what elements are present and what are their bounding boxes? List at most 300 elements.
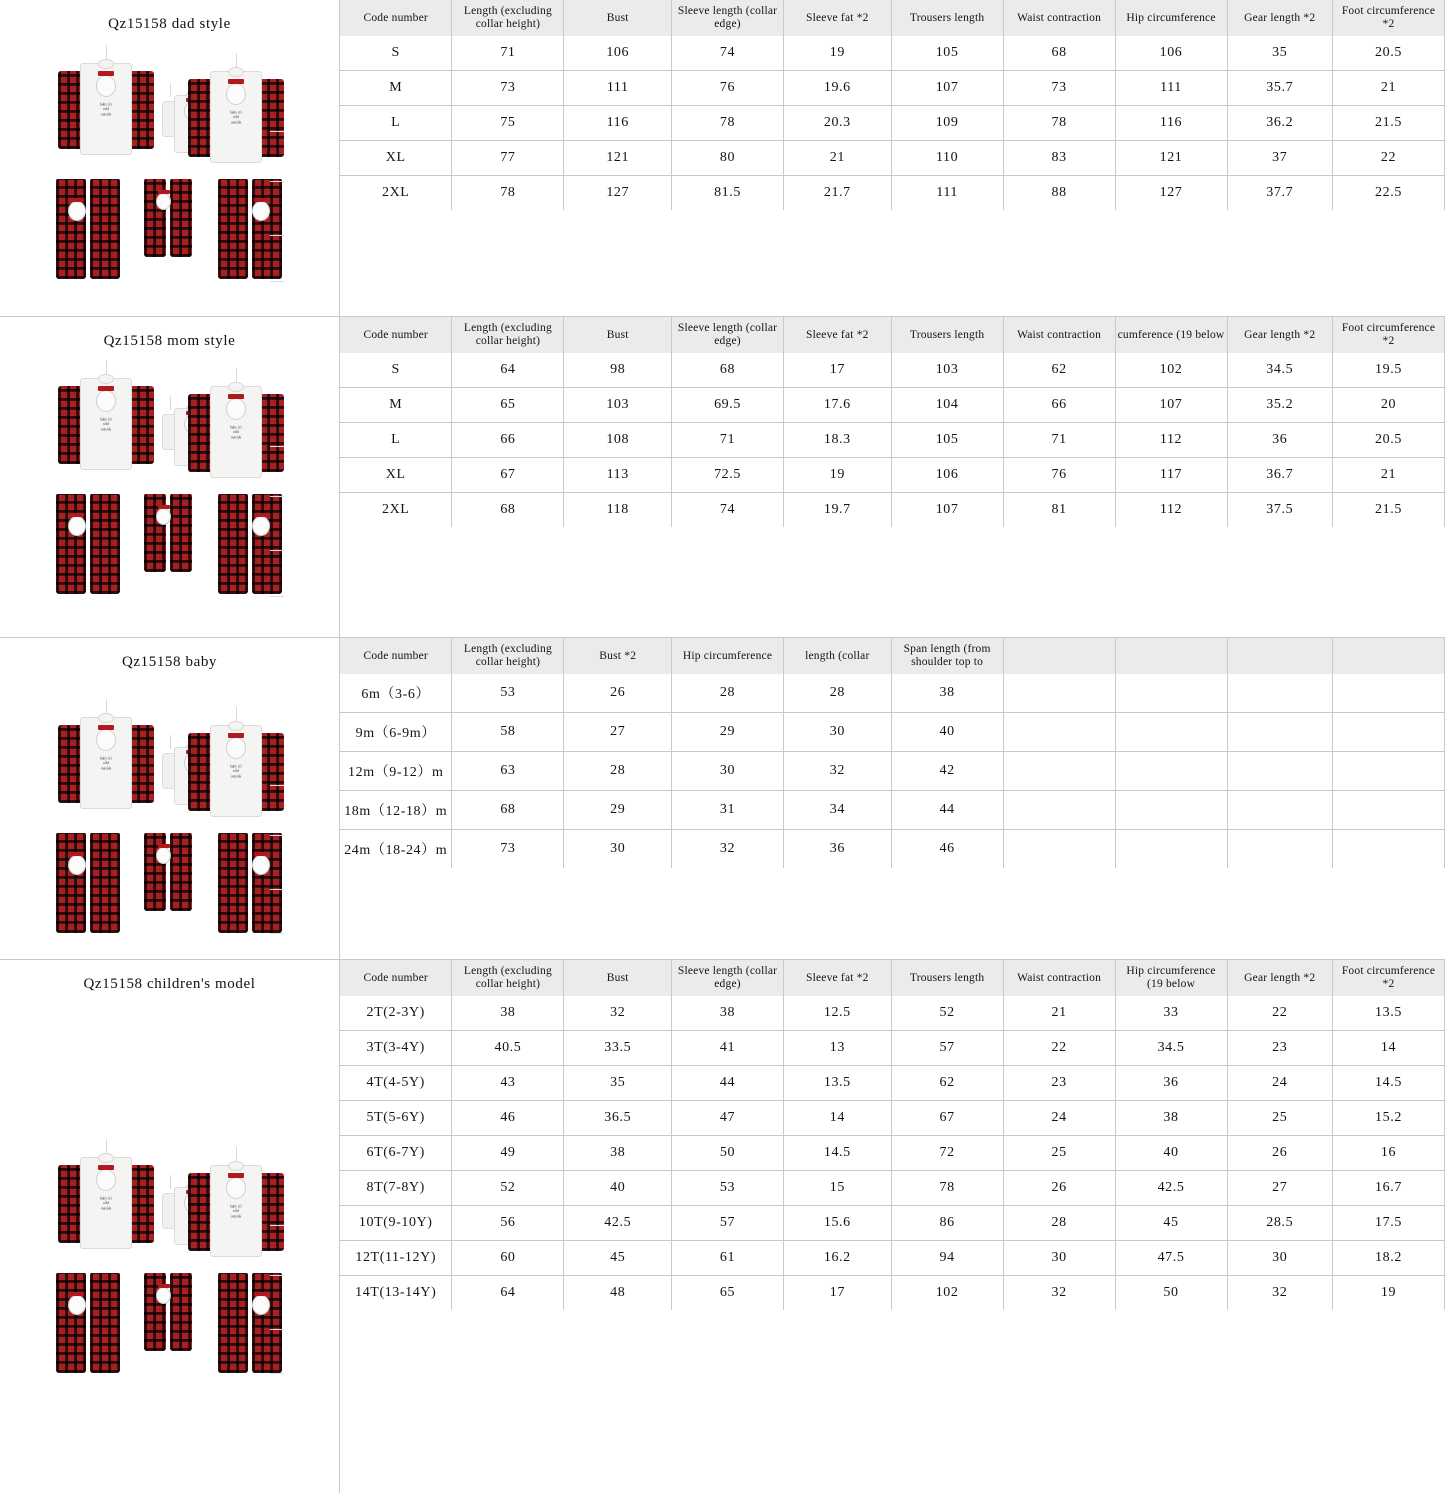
cell-sleeve-length: 80	[672, 141, 784, 176]
cell-trousers: 105	[891, 36, 1003, 71]
cell-waist: 78	[1003, 106, 1115, 141]
th-gear-length: Gear length *2	[1227, 0, 1332, 36]
cell-span: 44	[891, 791, 1003, 830]
cell-sleeve-fat: 19	[784, 458, 892, 493]
cell-sleeve-fat: 13	[784, 1031, 892, 1066]
cell-code: XL	[340, 141, 452, 176]
table-row	[340, 141, 1445, 176]
cell-gear: 23	[1227, 1031, 1332, 1066]
th-empty-2	[1115, 638, 1227, 674]
cell-empty	[1115, 752, 1227, 791]
cell-empty	[1003, 713, 1115, 752]
section-mom	[0, 317, 1445, 638]
cell-gear: 37.5	[1227, 493, 1332, 528]
cell-collar-length: 32	[784, 752, 892, 791]
cell-length: 64	[452, 1276, 564, 1311]
cell-code: M	[340, 388, 452, 423]
cell-sleeve-fat: 14.5	[784, 1136, 892, 1171]
cell-foot: 19.5	[1332, 353, 1444, 388]
cell-trousers: 52	[891, 996, 1003, 1031]
cell-sleeve-fat: 15.6	[784, 1206, 892, 1241]
cell-gear: 36	[1227, 423, 1332, 458]
cell-gear: 36.2	[1227, 106, 1332, 141]
cell-sleeve-fat: 19	[784, 36, 892, 71]
cell-waist: 23	[1003, 1066, 1115, 1101]
cell-code: 14T(13-14Y)	[340, 1276, 452, 1311]
cell-waist: 30	[1003, 1241, 1115, 1276]
cell-bust: 45	[564, 1241, 672, 1276]
cell-gear: 24	[1227, 1066, 1332, 1101]
cell-bust: 127	[564, 176, 672, 211]
cell-gear: 36.7	[1227, 458, 1332, 493]
cell-span: 46	[891, 830, 1003, 869]
cell-foot: 20.5	[1332, 423, 1444, 458]
cell-hip: 50	[1115, 1276, 1227, 1311]
cell-length: 60	[452, 1241, 564, 1276]
cell-trousers: 94	[891, 1241, 1003, 1276]
cell-trousers: 110	[891, 141, 1003, 176]
th-code-number: Code number	[340, 638, 452, 674]
th-bust: Bust	[564, 0, 672, 36]
th-waist-contraction: Waist contraction	[1003, 960, 1115, 996]
cell-gear: 26	[1227, 1136, 1332, 1171]
table-row	[340, 1136, 1445, 1171]
cell-foot: 17.5	[1332, 1206, 1444, 1241]
th-empty-4	[1332, 638, 1444, 674]
cell-hip: 111	[1115, 71, 1227, 106]
cell-sleeve-fat: 14	[784, 1101, 892, 1136]
cell-length: 46	[452, 1101, 564, 1136]
cell-hip: 112	[1115, 423, 1227, 458]
cell-length: 73	[452, 830, 564, 869]
table-row	[340, 1171, 1445, 1206]
table-row	[340, 791, 1445, 830]
cell-bust: 40	[564, 1171, 672, 1206]
table-header-row	[340, 317, 1445, 353]
cell-bust: 118	[564, 493, 672, 528]
th-trousers-length: Trousers length	[891, 317, 1003, 353]
cell-trousers: 57	[891, 1031, 1003, 1066]
cell-trousers: 86	[891, 1206, 1003, 1241]
cell-code: M	[340, 71, 452, 106]
cell-length: 71	[452, 36, 564, 71]
cell-collar-length: 30	[784, 713, 892, 752]
cell-empty	[1332, 674, 1444, 713]
cell-code: 2XL	[340, 493, 452, 528]
cell-length: 73	[452, 71, 564, 106]
cell-waist: 81	[1003, 493, 1115, 528]
th-foot-circumference: Foot circumference *2	[1332, 0, 1444, 36]
table-row	[340, 36, 1445, 71]
cell-bust: 98	[564, 353, 672, 388]
cell-gear: 28.5	[1227, 1206, 1332, 1241]
cell-trousers: 104	[891, 388, 1003, 423]
cell-code: 3T(3-4Y)	[340, 1031, 452, 1066]
cell-bust: 116	[564, 106, 672, 141]
cell-hip: 107	[1115, 388, 1227, 423]
cell-waist: 24	[1003, 1101, 1115, 1136]
cell-empty	[1332, 791, 1444, 830]
table-row	[340, 713, 1445, 752]
cell-waist: 26	[1003, 1171, 1115, 1206]
cell-span: 40	[891, 713, 1003, 752]
cell-empty	[1227, 830, 1332, 869]
cell-foot: 22	[1332, 141, 1444, 176]
dad-image-cell	[0, 0, 340, 316]
th-hip-circumference: cumference (19 below	[1115, 317, 1227, 353]
cell-hip: 31	[672, 791, 784, 830]
cell-hip: 42.5	[1115, 1171, 1227, 1206]
cell-gear: 22	[1227, 996, 1332, 1031]
cell-empty	[1227, 752, 1332, 791]
mom-size-table-wrap	[340, 317, 1445, 637]
cell-sleeve-length: 74	[672, 493, 784, 528]
cell-hip: 47.5	[1115, 1241, 1227, 1276]
cell-foot: 13.5	[1332, 996, 1444, 1031]
table-row	[340, 1066, 1445, 1101]
cell-trousers: 111	[891, 176, 1003, 211]
cell-gear: 25	[1227, 1101, 1332, 1136]
cell-trousers: 72	[891, 1136, 1003, 1171]
cell-sleeve-fat: 19.7	[784, 493, 892, 528]
cell-length: 58	[452, 713, 564, 752]
cell-foot: 21.5	[1332, 493, 1444, 528]
cell-code: 12m（9-12）m	[340, 752, 452, 791]
dad-pajama-illustration: baby it's cold outside baby it's cold outside	[50, 39, 290, 316]
cell-empty	[1332, 713, 1444, 752]
cell-bust: 113	[564, 458, 672, 493]
cell-waist: 32	[1003, 1276, 1115, 1311]
th-sleeve-length: Sleeve length (collar edge)	[672, 317, 784, 353]
cell-waist: 76	[1003, 458, 1115, 493]
table-row	[340, 1031, 1445, 1066]
cell-code: L	[340, 423, 452, 458]
cell-empty	[1115, 674, 1227, 713]
cell-sleeve-fat: 17	[784, 353, 892, 388]
th-bust: Bust	[564, 960, 672, 996]
cell-bust: 38	[564, 1136, 672, 1171]
cell-foot: 16	[1332, 1136, 1444, 1171]
cell-empty	[1003, 674, 1115, 713]
cell-code: 2T(2-3Y)	[340, 996, 452, 1031]
cell-sleeve-fat: 18.3	[784, 423, 892, 458]
table-row	[340, 1276, 1445, 1311]
cell-code: S	[340, 36, 452, 71]
cell-empty	[1003, 791, 1115, 830]
cell-code: 2XL	[340, 176, 452, 211]
th-length: Length (excluding collar height)	[452, 0, 564, 36]
cell-hip: 121	[1115, 141, 1227, 176]
cell-foot: 21	[1332, 458, 1444, 493]
cell-waist: 68	[1003, 36, 1115, 71]
cell-waist: 21	[1003, 996, 1115, 1031]
th-code-number: Code number	[340, 317, 452, 353]
cell-code: 9m（6-9m）	[340, 713, 452, 752]
cell-span: 42	[891, 752, 1003, 791]
th-span-length: Span length (from shoulder top to	[891, 638, 1003, 674]
th-sleeve-fat: Sleeve fat *2	[784, 317, 892, 353]
cell-hip: 45	[1115, 1206, 1227, 1241]
baby-size-table-wrap	[340, 638, 1445, 959]
table-row	[340, 388, 1445, 423]
cell-empty	[1115, 830, 1227, 869]
cell-bust: 27	[564, 713, 672, 752]
cell-waist: 83	[1003, 141, 1115, 176]
section-baby	[0, 638, 1445, 960]
cell-length: 77	[452, 141, 564, 176]
cell-code: 6T(6-7Y)	[340, 1136, 452, 1171]
table-row	[340, 1206, 1445, 1241]
cell-bust: 26	[564, 674, 672, 713]
cell-sleeve-length: 78	[672, 106, 784, 141]
th-length: Length (excluding collar height)	[452, 317, 564, 353]
cell-length: 64	[452, 353, 564, 388]
mom-size-table	[340, 317, 1445, 527]
th-bust: Bust	[564, 317, 672, 353]
cell-length: 65	[452, 388, 564, 423]
cell-trousers: 107	[891, 493, 1003, 528]
th-sleeve-length: Sleeve length (collar edge)	[672, 0, 784, 36]
cell-hip: 34.5	[1115, 1031, 1227, 1066]
children-pajama-illustration: baby it's cold outside baby it's cold outside	[50, 999, 290, 1493]
baby-image-cell	[0, 638, 340, 959]
cell-foot: 16.7	[1332, 1171, 1444, 1206]
th-hip-circumference: Hip circumference (19 below	[1115, 960, 1227, 996]
cell-bust: 108	[564, 423, 672, 458]
th-waist-contraction: Waist contraction	[1003, 317, 1115, 353]
cell-bust: 33.5	[564, 1031, 672, 1066]
cell-hip: 38	[1115, 1101, 1227, 1136]
cell-length: 43	[452, 1066, 564, 1101]
cell-trousers: 103	[891, 353, 1003, 388]
cell-bust: 32	[564, 996, 672, 1031]
cell-gear: 27	[1227, 1171, 1332, 1206]
table-row	[340, 830, 1445, 869]
cell-foot: 22.5	[1332, 176, 1444, 211]
cell-foot: 19	[1332, 1276, 1444, 1311]
table-header-row	[340, 960, 1445, 996]
cell-gear: 35	[1227, 36, 1332, 71]
table-row	[340, 674, 1445, 713]
cell-gear: 37	[1227, 141, 1332, 176]
cell-length: 52	[452, 1171, 564, 1206]
cell-empty	[1227, 674, 1332, 713]
section-children	[0, 960, 1445, 1493]
cell-gear: 35.2	[1227, 388, 1332, 423]
mom-image-cell	[0, 317, 340, 637]
cell-bust: 36.5	[564, 1101, 672, 1136]
cell-hip: 28	[672, 674, 784, 713]
dad-size-table-wrap	[340, 0, 1445, 316]
th-code-number: Code number	[340, 0, 452, 36]
children-image-cell	[0, 960, 340, 1493]
cell-sleeve-fat: 15	[784, 1171, 892, 1206]
table-row	[340, 423, 1445, 458]
cell-sleeve-fat: 13.5	[784, 1066, 892, 1101]
cell-bust: 35	[564, 1066, 672, 1101]
cell-hip: 102	[1115, 353, 1227, 388]
cell-trousers: 67	[891, 1101, 1003, 1136]
baby-size-table	[340, 638, 1445, 868]
cell-sleeve-length: 71	[672, 423, 784, 458]
cell-gear: 30	[1227, 1241, 1332, 1276]
cell-hip: 117	[1115, 458, 1227, 493]
cell-waist: 25	[1003, 1136, 1115, 1171]
baby-pajama-illustration: baby it's cold outside baby it's cold outside	[50, 677, 290, 959]
cell-sleeve-length: 38	[672, 996, 784, 1031]
dad-size-table	[340, 0, 1445, 210]
cell-hip: 106	[1115, 36, 1227, 71]
cell-bust: 111	[564, 71, 672, 106]
cell-sleeve-fat: 17	[784, 1276, 892, 1311]
cell-sleeve-fat: 20.3	[784, 106, 892, 141]
cell-sleeve-length: 72.5	[672, 458, 784, 493]
cell-hip: 32	[672, 830, 784, 869]
cell-sleeve-fat: 21.7	[784, 176, 892, 211]
th-length: Length (excluding collar height)	[452, 638, 564, 674]
cell-collar-length: 34	[784, 791, 892, 830]
cell-hip: 40	[1115, 1136, 1227, 1171]
th-empty-3	[1227, 638, 1332, 674]
cell-trousers: 106	[891, 458, 1003, 493]
cell-waist: 88	[1003, 176, 1115, 211]
cell-bust: 30	[564, 830, 672, 869]
cell-code: 10T(9-10Y)	[340, 1206, 452, 1241]
cell-sleeve-length: 41	[672, 1031, 784, 1066]
cell-length: 49	[452, 1136, 564, 1171]
cell-code: L	[340, 106, 452, 141]
cell-gear: 32	[1227, 1276, 1332, 1311]
cell-empty	[1332, 752, 1444, 791]
cell-trousers: 109	[891, 106, 1003, 141]
th-sleeve-fat: Sleeve fat *2	[784, 0, 892, 36]
cell-foot: 20.5	[1332, 36, 1444, 71]
cell-sleeve-length: 65	[672, 1276, 784, 1311]
cell-foot: 14.5	[1332, 1066, 1444, 1101]
table-row	[340, 996, 1445, 1031]
cell-length: 68	[452, 791, 564, 830]
cell-foot: 15.2	[1332, 1101, 1444, 1136]
cell-sleeve-fat: 16.2	[784, 1241, 892, 1276]
cell-sleeve-length: 69.5	[672, 388, 784, 423]
cell-sleeve-fat: 12.5	[784, 996, 892, 1031]
th-foot-circumference: Foot circumference *2	[1332, 960, 1444, 996]
cell-bust: 106	[564, 36, 672, 71]
cell-empty	[1115, 791, 1227, 830]
cell-code: 18m（12-18）m	[340, 791, 452, 830]
cell-empty	[1003, 830, 1115, 869]
table-row	[340, 71, 1445, 106]
table-row	[340, 176, 1445, 211]
cell-empty	[1332, 830, 1444, 869]
cell-bust: 42.5	[564, 1206, 672, 1241]
cell-waist: 22	[1003, 1031, 1115, 1066]
table-row	[340, 1101, 1445, 1136]
cell-length: 68	[452, 493, 564, 528]
cell-hip: 116	[1115, 106, 1227, 141]
cell-sleeve-length: 68	[672, 353, 784, 388]
cell-sleeve-length: 76	[672, 71, 784, 106]
cell-empty	[1227, 713, 1332, 752]
cell-collar-length: 36	[784, 830, 892, 869]
th-length-collar: length (collar	[784, 638, 892, 674]
cell-sleeve-fat: 21	[784, 141, 892, 176]
th-foot-circumference: Foot circumference *2	[1332, 317, 1444, 353]
cell-trousers: 62	[891, 1066, 1003, 1101]
cell-sleeve-length: 81.5	[672, 176, 784, 211]
table-row	[340, 752, 1445, 791]
cell-waist: 66	[1003, 388, 1115, 423]
cell-waist: 73	[1003, 71, 1115, 106]
section-dad	[0, 0, 1445, 317]
dad-title: Qz15158 dad style	[108, 16, 231, 32]
cell-hip: 33	[1115, 996, 1227, 1031]
cell-bust: 121	[564, 141, 672, 176]
table-header-row	[340, 0, 1445, 36]
table-row	[340, 458, 1445, 493]
cell-bust: 103	[564, 388, 672, 423]
cell-empty	[1227, 791, 1332, 830]
cell-empty	[1115, 713, 1227, 752]
cell-foot: 21	[1332, 71, 1444, 106]
cell-span: 38	[891, 674, 1003, 713]
cell-gear: 35.7	[1227, 71, 1332, 106]
cell-foot: 14	[1332, 1031, 1444, 1066]
table-row	[340, 106, 1445, 141]
cell-gear: 37.7	[1227, 176, 1332, 211]
th-trousers-length: Trousers length	[891, 0, 1003, 36]
th-empty-1	[1003, 638, 1115, 674]
cell-collar-length: 28	[784, 674, 892, 713]
cell-code: 4T(4-5Y)	[340, 1066, 452, 1101]
children-title: Qz15158 children's model	[83, 976, 256, 992]
cell-length: 53	[452, 674, 564, 713]
cell-foot: 21.5	[1332, 106, 1444, 141]
cell-sleeve-fat: 17.6	[784, 388, 892, 423]
cell-sleeve-length: 53	[672, 1171, 784, 1206]
cell-foot: 20	[1332, 388, 1444, 423]
th-hip-circumference: Hip circumference	[672, 638, 784, 674]
cell-bust: 48	[564, 1276, 672, 1311]
cell-sleeve-length: 50	[672, 1136, 784, 1171]
cell-length: 40.5	[452, 1031, 564, 1066]
th-hip-circumference: Hip circumference	[1115, 0, 1227, 36]
th-trousers-length: Trousers length	[891, 960, 1003, 996]
mom-title: Qz15158 mom style	[103, 333, 236, 349]
cell-trousers: 102	[891, 1276, 1003, 1311]
cell-hip: 30	[672, 752, 784, 791]
cell-hip: 36	[1115, 1066, 1227, 1101]
cell-gear: 34.5	[1227, 353, 1332, 388]
cell-waist: 28	[1003, 1206, 1115, 1241]
cell-code: 5T(5-6Y)	[340, 1101, 452, 1136]
table-row	[340, 1241, 1445, 1276]
cell-length: 38	[452, 996, 564, 1031]
th-length: Length (excluding collar height)	[452, 960, 564, 996]
table-header-row	[340, 638, 1445, 674]
cell-length: 66	[452, 423, 564, 458]
th-waist-contraction: Waist contraction	[1003, 0, 1115, 36]
table-row	[340, 353, 1445, 388]
cell-sleeve-length: 74	[672, 36, 784, 71]
cell-length: 56	[452, 1206, 564, 1241]
th-gear-length: Gear length *2	[1227, 317, 1332, 353]
cell-code: 8T(7-8Y)	[340, 1171, 452, 1206]
cell-hip: 127	[1115, 176, 1227, 211]
cell-empty	[1003, 752, 1115, 791]
cell-bust: 29	[564, 791, 672, 830]
th-bust: Bust *2	[564, 638, 672, 674]
